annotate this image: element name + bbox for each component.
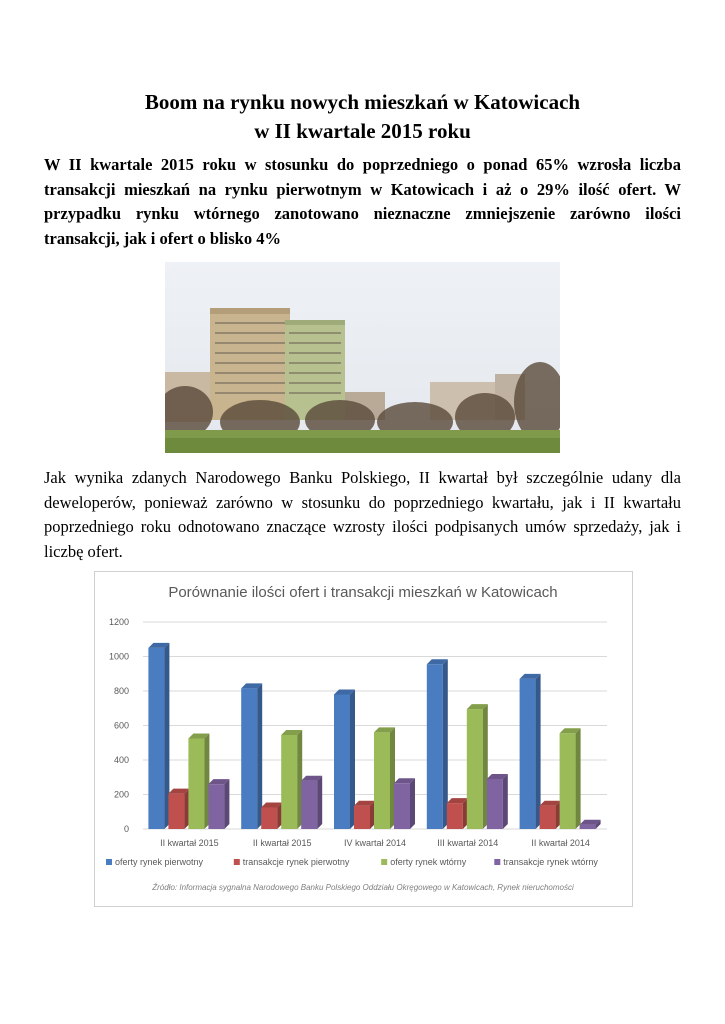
- legend-item: [106, 857, 204, 867]
- legend-item: [494, 857, 598, 867]
- y-tick-label: 0: [123, 824, 129, 834]
- bar: [560, 728, 581, 829]
- y-tick-label: 1200: [108, 617, 129, 627]
- body-paragraph: Jak wynika zdanych Narodowego Banku Polskiego, II kwartał był szczególnie udany dla deweloperów, ponieważ zarówno w stosunku do poprzedniego kwartału, jak i II kwartału poprzedniego roku odnotowano znaczące wzrosty ilości podpisanych umów sprzedaży, jak i liczbę ofert.: [44, 468, 681, 561]
- bar: [354, 801, 375, 829]
- x-tick-label: II kwartał 2015: [252, 838, 312, 848]
- bar: [394, 778, 415, 829]
- legend-item: [234, 857, 350, 867]
- source-note: Źródło: Informacja sygnalna Narodowego Banku Polskiego Oddziału Okręgowego w Katowicach, Rynek nieruchomości: [152, 883, 574, 892]
- legend-item: [381, 857, 467, 867]
- bar: [487, 774, 508, 829]
- bar: [447, 798, 468, 829]
- svg-text:oferty rynek pierwotny: oferty rynek pierwotny: [115, 857, 204, 867]
- x-tick-label: II kwartał 2014: [531, 838, 590, 848]
- x-tick-label: II kwartał 2015: [160, 838, 219, 848]
- bar: [580, 820, 601, 829]
- y-tick-label: 1000: [108, 651, 129, 662]
- document-title-line-2: w II kwartale 2015 roku: [254, 119, 471, 143]
- svg-text:transakcje rynek wtórny: transakcje rynek wtórny: [503, 857, 598, 867]
- chart-title: Porównanie ilości ofert i transakcji mieszkań w Katowicach: [168, 584, 558, 601]
- bar-chart: [94, 571, 633, 907]
- y-tick-label: 200: [113, 789, 129, 800]
- svg-text:oferty rynek wtórny: oferty rynek wtórny: [390, 857, 467, 867]
- bar: [374, 727, 395, 829]
- bar: [168, 789, 189, 829]
- bar: [540, 801, 561, 829]
- y-tick-label: 400: [113, 755, 129, 765]
- bar: [241, 683, 262, 829]
- bar: [467, 704, 488, 829]
- x-tick-label: IV kwartał 2014: [343, 838, 407, 848]
- bar: [188, 733, 209, 829]
- bar: [208, 779, 229, 829]
- bar: [301, 776, 322, 829]
- y-tick-label: 800: [113, 686, 129, 696]
- document-title-line-1: Boom na rynku nowych mieszkań w Katowicach: [144, 90, 581, 114]
- bar: [520, 674, 541, 829]
- bar: [334, 689, 355, 829]
- bar: [261, 802, 282, 829]
- bar: [427, 659, 448, 829]
- bar: [281, 730, 302, 829]
- apartment-blocks-photo: [165, 262, 560, 453]
- lead-paragraph: W II kwartale 2015 roku w stosunku do poprzedniego o ponad 65% wzrosła liczba transakcji mieszkań na rynku pierwotnym w Katowicach i aż o 29% ilość ofert. W przypadku rynku wtórnego zanotowano nieznaczne zmniejszenie zarówno ilości transakcji, jak i ofert o blisko 4%: [44, 155, 681, 248]
- svg-text:transakcje rynek pierwotny: transakcje rynek pierwotny: [242, 857, 350, 867]
- bar: [148, 643, 169, 829]
- y-tick-label: 600: [113, 720, 129, 731]
- x-tick-label: III kwartał 2014: [437, 838, 499, 848]
